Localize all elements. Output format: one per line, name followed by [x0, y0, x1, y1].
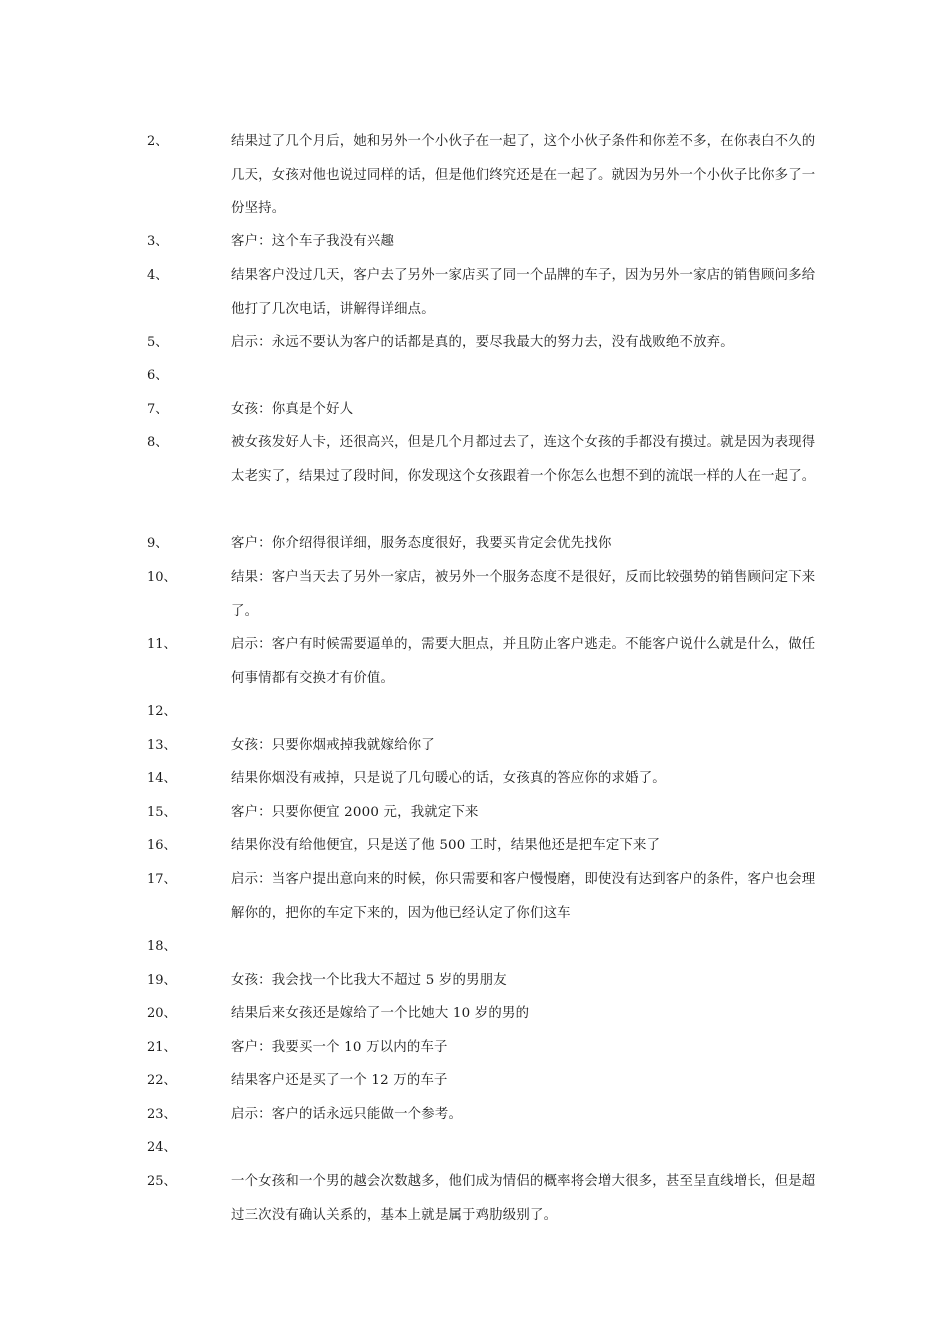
item-number: 25、 [147, 1174, 177, 1189]
item-text: 客户：我要买一个 10 万以内的车子 [231, 1040, 448, 1055]
item-text: 结果：客户当天去了另外一家店，被另外一个服务态度不是很好，反而比较强势的销售顾问定下来了。 [231, 570, 816, 619]
item-number: 19、 [147, 973, 177, 988]
item-number: 23、 [147, 1107, 177, 1122]
item-text: 结果客户没过几天，客户去了另外一家店买了同一个品牌的车子，因为另外一家店的销售顾问多给他打了几次电话，讲解得详细点。 [231, 268, 816, 317]
item-text: 启示：当客户提出意向来的时候，你只需要和客户慢慢磨，即使没有达到客户的条件，客户也会理解你的，把你的车定下来的，因为他已经认定了你们这车 [231, 872, 816, 921]
item-text: 客户：只要你便宜 2000 元，我就定下来 [231, 805, 479, 820]
item-number: 2、 [147, 134, 169, 149]
item-number: 24、 [147, 1140, 177, 1155]
item-text: 客户：这个车子我没有兴趣 [231, 234, 395, 249]
item-text: 结果后来女孩还是嫁给了一个比她大 10 岁的男的 [231, 1006, 530, 1021]
item-text: 启示：永远不要认为客户的话都是真的，要尽我最大的努力去，没有战败绝不放弃。 [231, 335, 734, 350]
item-text: 结果你没有给他便宜，只是送了他 500 工时，结果他还是把车定下来了 [231, 838, 661, 853]
item-number: 13、 [147, 738, 177, 753]
item-number: 8、 [147, 435, 169, 450]
item-number: 15、 [147, 805, 177, 820]
item-text: 女孩：我会找一个比我大不超过 5 岁的男朋友 [231, 973, 507, 988]
item-text: 一个女孩和一个男的越会次数越多，他们成为情侣的概率将会增大很多，甚至呈直线增长，但是超过三次没有确认关系的，基本上就是属于鸡肋级别了。 [231, 1174, 816, 1223]
item-number: 7、 [147, 402, 169, 417]
item-text: 客户：你介绍得很详细，服务态度很好，我要买肯定会优先找你 [231, 536, 612, 551]
item-number: 5、 [147, 335, 169, 350]
item-number: 20、 [147, 1006, 177, 1021]
item-text: 被女孩发好人卡，还很高兴，但是几个月都过去了，连这个女孩的手都没有摸过。就是因为表现得太老实了，结果过了段时间，你发现这个女孩跟着一个你怎么也想不到的流氓一样的人在一起了。 [231, 435, 816, 484]
item-number: 16、 [147, 838, 177, 853]
item-text: 结果过了几个月后，她和另外一个小伙子在一起了，这个小伙子条件和你差不多，在你表白不久的几天，女孩对他也说过同样的话，但是他们终究还是在一起了。就因为另外一个小伙子比你多了一份坚持。 [231, 134, 816, 216]
item-text: 结果客户还是买了一个 12 万的车子 [231, 1073, 448, 1088]
item-number: 6、 [147, 368, 169, 383]
item-number: 14、 [147, 771, 177, 786]
item-number: 3、 [147, 234, 169, 249]
item-number: 17、 [147, 872, 177, 887]
item-text: 结果你烟没有戒掉，只是说了几句暖心的话，女孩真的答应你的求婚了。 [231, 771, 666, 786]
item-text: 启示：客户有时候需要逼单的，需要大胆点，并且防止客户逃走。不能客户说什么就是什么，做任何事情都有交换才有价值。 [231, 637, 816, 686]
item-number: 18、 [147, 939, 177, 954]
item-number: 9、 [147, 536, 169, 551]
item-number: 11、 [147, 637, 177, 652]
item-number: 12、 [147, 704, 177, 719]
item-text: 启示：客户的话永远只能做一个参考。 [231, 1107, 463, 1122]
item-number: 10、 [147, 570, 177, 585]
item-number: 22、 [147, 1073, 177, 1088]
item-text: 女孩：你真是个好人 [231, 402, 354, 417]
item-number: 4、 [147, 268, 169, 283]
item-number: 21、 [147, 1040, 177, 1055]
item-text: 女孩：只要你烟戒掉我就嫁给你了 [231, 738, 435, 753]
